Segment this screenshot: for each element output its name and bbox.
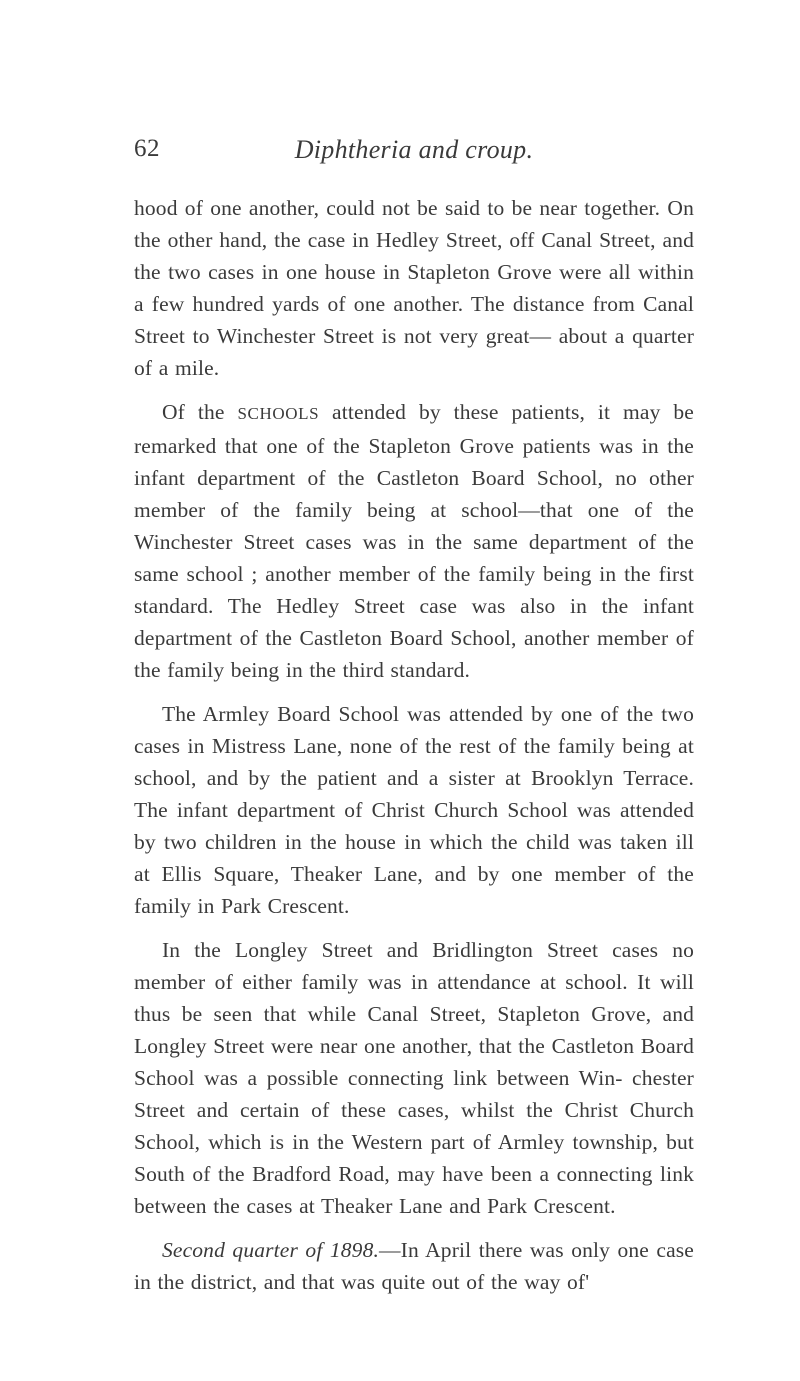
paragraph-schools [134, 396, 694, 686]
running-title: Diphtheria and croup. [294, 135, 534, 164]
paragraph-longley [134, 934, 694, 1222]
paragraph-1-text: hood of one another, could not be said to be near together. On the other hand, the case in Hedley Street, off Canal Street, and the two cases in one house in Stapleton Grove were all within a few hundred yards of one another. The distance from Canal Street to Winchester Street is not very great— about a quarter of a mile. [134, 196, 694, 380]
paragraph-second-quarter [134, 1234, 694, 1298]
paragraph-2-text: attended by these patients, it may be remarked that one of the Stapleton Grove patients was in the infant department of the Castleton Board School, no other member of the family being at school—that one of the Winchester Street cases was in the same department of the same school ; another member of the family being in the first standard. The Hedley Street case was also in the infant department of the Castleton Board School, another member of the family being in the third standard. [134, 400, 694, 682]
paragraph-3-text: The Armley Board School was attended by one of the two cases in Mistress Lane, none of the rest of the family being at school, and by the patient and a sister at Brooklyn Terrace. The infant department of Christ Church School was attended by two children in the house in which the child was taken ill at Ellis Square, Theaker Lane, and by one member of the family in Park Crescent. [134, 702, 694, 918]
paragraph-continuation [134, 192, 694, 384]
page-number: 62 [134, 135, 160, 162]
page-header [134, 135, 694, 175]
paragraph-5-text: —In April there was only one case in the district, and that was quite out of the way of' [134, 1238, 694, 1294]
second-quarter-heading: Second quarter of 1898. [162, 1238, 380, 1262]
schools-heading: SCHOOLS [237, 404, 320, 423]
body-text [134, 192, 694, 1298]
paragraph-4-text: In the Longley Street and Bridlington Street cases no member of either family was in attendance at school. It will thus be seen that while Canal Street, Stapleton Grove, and Longley Street were near one another, that the Castleton Board School was a possible connecting link between Win- chester Street and certain of these cases, whilst the Christ Church School, which is in the Western part of Armley township, but South of the Bradford Road, may have been a connecting link between the cases at Theaker Lane and Park Crescent. [134, 938, 694, 1218]
paragraph-2-lead: Of the [162, 400, 225, 424]
paragraph-armley [134, 698, 694, 922]
